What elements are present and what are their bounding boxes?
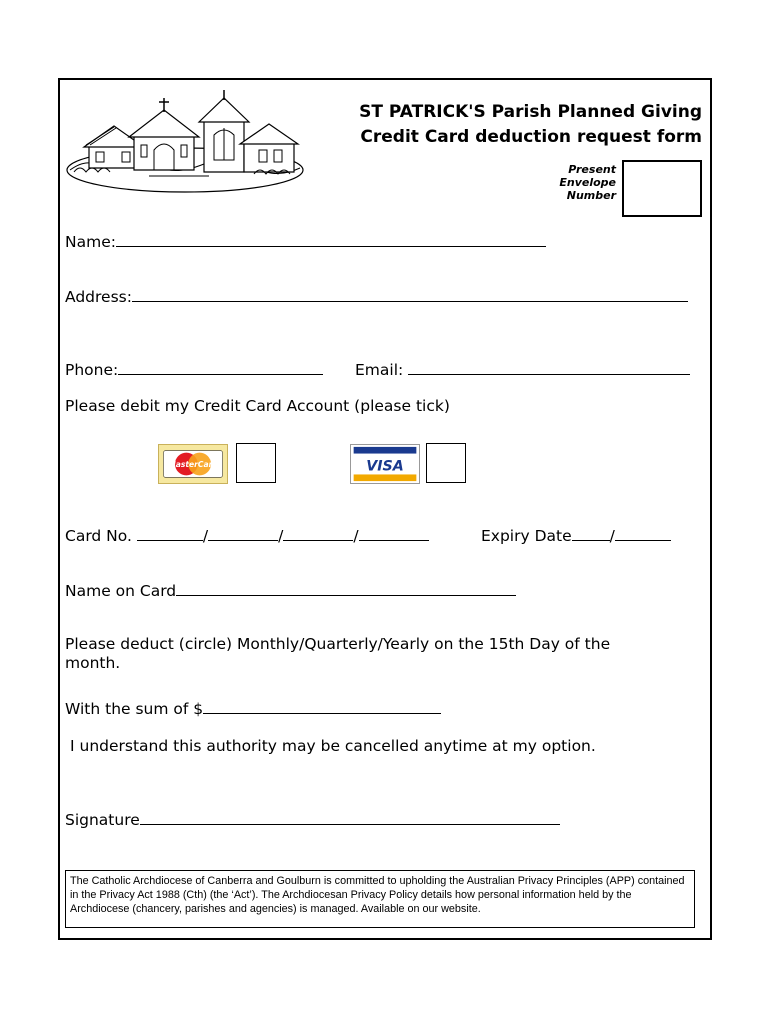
title-line-1: ST PATRICK'S Parish Planned Giving — [359, 102, 702, 122]
card-no-field-4[interactable] — [359, 525, 429, 541]
expiry-row: Expiry Date / — [481, 525, 671, 546]
card-number-row: Card No. / / / — [65, 525, 429, 546]
expiry-month-field[interactable] — [572, 525, 610, 541]
address-field[interactable] — [132, 286, 688, 302]
phone-row — [65, 359, 323, 380]
address-label: Address: — [65, 288, 132, 306]
email-field[interactable] — [408, 359, 690, 375]
signature-label: Signature — [65, 811, 140, 829]
name-label: Name: — [65, 233, 116, 251]
card-no-label: Card No. — [65, 527, 132, 545]
privacy-notice: The Catholic Archdiocese of Canberra and Goulburn is committed to upholding the Australian Privacy Principles (APP) contained in the Privacy Act 1988 (Cth) (the ‘Act’). The Archdiocesan Privacy Policy details how personal information held by the Archdiocese (chancery, parishes and agencies) is managed. Available on our website. — [65, 870, 695, 928]
signature-field[interactable] — [140, 809, 560, 825]
visa-tick-box[interactable] — [426, 443, 466, 483]
email-row — [355, 359, 690, 380]
deduct-line-1: Please deduct (circle) Monthly/Quarterly/Yearly on the 15th Day of the — [65, 635, 611, 653]
envelope-number-label: Present Envelope Number — [559, 163, 616, 202]
card-no-field-1[interactable] — [137, 525, 203, 541]
deduct-line-2: month. — [65, 654, 121, 672]
form-frame — [58, 78, 712, 940]
expiry-year-field[interactable] — [615, 525, 671, 541]
visa-logo-icon — [350, 444, 420, 484]
email-label: Email: — [355, 361, 404, 379]
name-row — [65, 231, 546, 252]
name-field[interactable] — [116, 231, 546, 247]
mastercard-logo-icon — [158, 444, 228, 484]
mastercard-text: MasterCard — [168, 459, 218, 469]
sum-label: With the sum of $ — [65, 700, 204, 718]
signature-row — [65, 809, 560, 830]
sum-row — [65, 698, 441, 719]
form-title — [332, 100, 702, 150]
expiry-label: Expiry Date — [481, 527, 572, 545]
church-illustration-icon — [64, 90, 306, 200]
card-no-field-3[interactable] — [283, 525, 353, 541]
name-on-card-label: Name on Card — [65, 582, 177, 600]
mastercard-tick-box[interactable] — [236, 443, 276, 483]
visa-text: VISA — [366, 458, 404, 475]
envelope-number-box[interactable] — [622, 160, 702, 217]
authority-text: I understand this authority may be cancelled anytime at my option. — [70, 737, 596, 755]
card-no-field-2[interactable] — [208, 525, 278, 541]
address-row — [65, 286, 688, 307]
sum-field[interactable] — [203, 698, 441, 714]
phone-label: Phone: — [65, 361, 119, 379]
debit-instruction: Please debit my Credit Card Account (please tick) — [65, 397, 450, 415]
title-line-2: Credit Card deduction request form — [360, 127, 702, 147]
name-on-card-row — [65, 580, 516, 601]
name-on-card-field[interactable] — [176, 580, 516, 596]
phone-field[interactable] — [118, 359, 323, 375]
